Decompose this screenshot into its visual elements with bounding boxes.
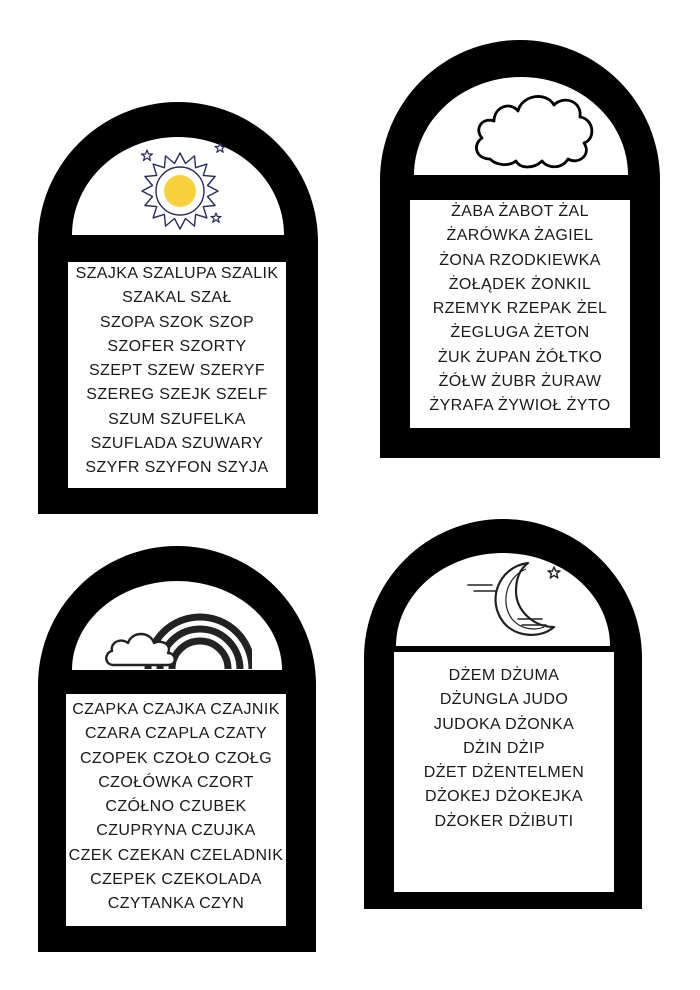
word-line: DŻUNGLA JUDO <box>439 691 569 709</box>
word-line: SZEPT SZEW SZERYF <box>88 362 265 380</box>
word-line: SZUFLADA SZUWARY <box>90 435 264 453</box>
word-line: CZUPRYNA CZUJKA <box>96 822 256 840</box>
window-sky <box>72 137 284 235</box>
word-line: DŻEM DŻUMA <box>448 667 560 684</box>
word-line: DŻOKER DŻIBUTI <box>434 812 574 830</box>
word-line: CZOŁÓWKA CZORT <box>98 773 254 791</box>
moon-icon <box>456 557 566 645</box>
window-sky <box>72 581 282 670</box>
word-line: JUDOKA DŻONKA <box>433 715 575 733</box>
window-moon <box>364 519 642 909</box>
window-sky <box>396 553 610 646</box>
sun-icon <box>132 143 232 233</box>
word-line: ŻABA ŻABOT ŻAL <box>451 203 589 220</box>
rainbow-cloud-icon <box>102 595 252 670</box>
word-line: SZYFR SZYFON SZYJA <box>85 459 269 477</box>
word-line: ŻÓŁW ŻUBR ŻURAW <box>438 373 602 391</box>
cloud-icon <box>470 85 600 173</box>
word-line: DŻET DŻENTELMEN <box>423 764 585 782</box>
word-list-cz <box>66 694 286 926</box>
word-line: CZOPEK CZOŁO CZOŁG <box>79 749 273 767</box>
word-line: DŻIN DŻIP <box>463 739 545 757</box>
word-line: CZAPKA CZAJKA CZAJNIK <box>72 701 280 718</box>
word-line: ŻYRAFA ŻYWIOŁ ŻYTO <box>429 397 611 415</box>
word-line: SZOFER SZORTY <box>107 337 247 355</box>
word-line: ŻUK ŻUPAN ŻÓŁTKO <box>437 348 603 366</box>
word-line: CZYTANKA CZYN <box>107 895 245 913</box>
word-line: SZUM SZUFELKA <box>108 410 246 428</box>
word-line: CZEPEK CZEKOLADA <box>90 871 262 889</box>
word-line: SZEREG SZEJK SZELF <box>86 386 268 404</box>
word-line: SZAJKA SZALUPA SZALIK <box>75 265 279 282</box>
word-list-z-dot <box>410 200 630 428</box>
word-list-sz <box>68 262 286 488</box>
word-line: ŻOŁĄDEK ŻONKIL <box>448 275 592 293</box>
word-list-dz <box>394 652 614 892</box>
word-line: ŻARÓWKA ŻAGIEL <box>446 227 594 245</box>
word-line: DŻOKEJ DŻOKEJKA <box>424 788 584 806</box>
word-line: ŻEGLUGA ŻETON <box>450 324 590 342</box>
word-line: ŻONA RZODKIEWKA <box>439 251 601 269</box>
word-line: CZEK CZEKAN CZELADNIK <box>68 846 284 864</box>
word-line: RZEMYK RZEPAK ŻEL <box>432 300 608 318</box>
window-rainbow <box>38 546 316 952</box>
word-line: CZÓŁNO CZUBEK <box>105 798 247 816</box>
word-line: SZOPA SZOK SZOP <box>99 313 255 331</box>
window-cloud <box>380 40 660 458</box>
window-sun <box>38 102 318 514</box>
window-sky <box>414 77 628 175</box>
word-line: SZAKAL SZAŁ <box>122 289 232 307</box>
word-line: CZARA CZAPLA CZATY <box>84 725 268 743</box>
